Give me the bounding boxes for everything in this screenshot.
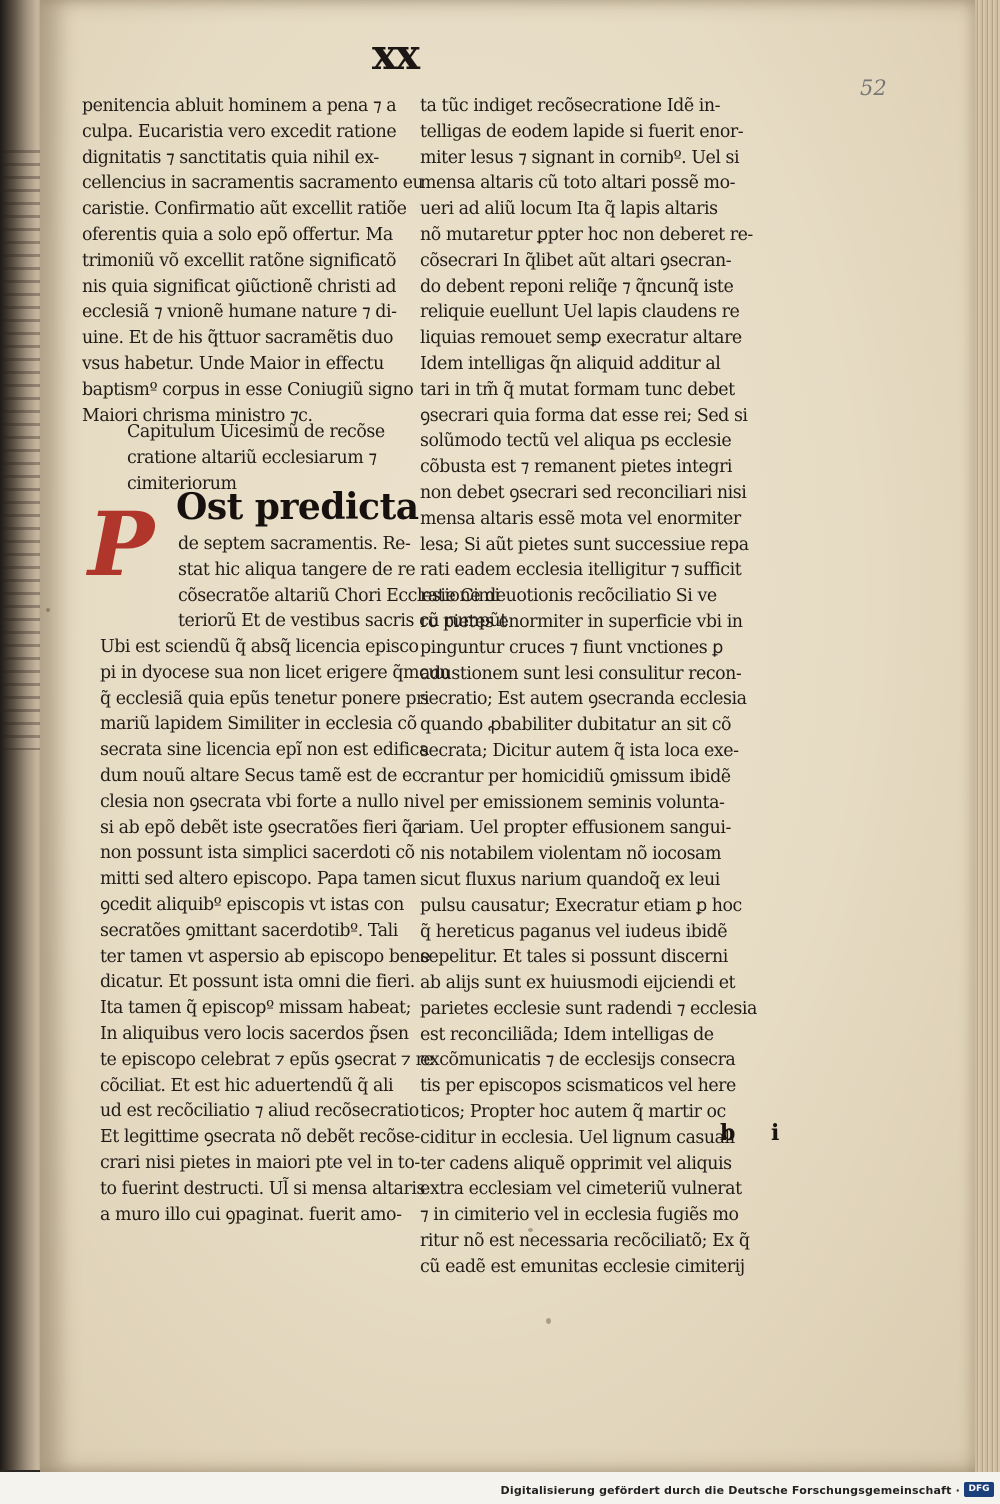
- text-line: ab alijs sunt ex huiusmodi eijciendi et: [420, 973, 736, 994]
- text-line: q̃ hereticus paganus vel iudeus ibidẽ: [420, 921, 728, 942]
- text-line: ueri ad aliũ locum Ita q̃ lapis altaris: [420, 199, 718, 220]
- text-line: cũ eadẽ est emunitas ecclesie cimiterij: [420, 1256, 745, 1277]
- left-column-bottom: [100, 635, 450, 1228]
- text-line: ꝯsecrari quia forma dat esse rei; Sed si: [420, 405, 748, 426]
- text-line: trimoniũ võ excellit ratõne significatõ: [82, 250, 397, 271]
- text-line: ꝯcedit aliquibº episcopis vt istas con: [100, 894, 404, 915]
- text-line: In aliquibus vero locis sacerdos p̃sen: [100, 1023, 409, 1044]
- text-line: ro pietes enormiter in superficie vbi in: [420, 611, 743, 632]
- dfg-logo: DFG: [964, 1482, 994, 1497]
- text-line: caristie. Confirmatio aũt excellit ratiõe: [82, 199, 407, 220]
- text-line: uine. Et de his q̃ttuor sacramẽtis duo: [82, 328, 393, 349]
- text-line: excõmunicatis ⁊ de ecclesijs consecra: [420, 1050, 736, 1071]
- text-line: crantur per homicidiũ ꝯmissum ibidẽ: [420, 766, 731, 787]
- text-line: cõciliat. Et est hic aduertendũ q̃ ali: [100, 1075, 394, 1096]
- ink-speck: [46, 608, 50, 612]
- text-line: extra ecclesiam vel cimeteriũ vulnerat: [420, 1179, 742, 1200]
- folio-number: xx: [372, 30, 419, 79]
- text-line: dignitatis ⁊ sanctitatis quia nihil ex-: [82, 147, 379, 168]
- text-line: secrata; Dicitur autem q̃ ista loca exe-: [420, 740, 739, 761]
- text-line: ratione deuotionis recõciliatio Si ve: [420, 586, 717, 607]
- text-line: solũmodo tectũ vel aliqua ps ecclesie: [420, 431, 732, 452]
- text-line: pi in dyocese sua non licet erigere q̃mcun: [100, 662, 450, 683]
- text-line: ecclesiã ⁊ vnionẽ humane nature ⁊ di-: [82, 302, 397, 323]
- text-line: lesa; Si aũt pietes sunt successiue repa: [420, 534, 749, 555]
- left-column-top: [82, 94, 424, 429]
- text-line: ter tamen vt aspersio ab episcopo bene: [100, 946, 430, 967]
- text-line: Et legittime ꝯsecrata nõ debẽt recõse-: [100, 1127, 420, 1148]
- text-line: telligas de eodem lapide si fuerit enor-: [420, 121, 744, 142]
- text-line: te episcopo celebrat ⁊ epũs ꝯsecrat ⁊ re: [100, 1049, 434, 1070]
- text-line: oferentis quia a solo epõ offertur. Ma: [82, 224, 393, 245]
- text-line: do debent reponi reliq̃e ⁊ q̃ncunq̃ iste: [420, 276, 734, 297]
- text-line: ritur nõ est necessaria recõciliatõ; Ex q̃: [420, 1231, 750, 1252]
- ink-speck: [528, 1228, 533, 1232]
- text-line: ticos; Propter hoc autem q̃ martir oc: [420, 1102, 726, 1123]
- text-line: culpa. Eucaristia vero excedit ratione: [82, 121, 397, 142]
- text-line: ⁊ in cimiterio vel in ecclesia fugiẽs mo: [420, 1205, 739, 1226]
- text-line: q̃ ecclesiã quia epũs tenetur ponere pri: [100, 688, 430, 709]
- text-line: cõsecrari In q̃libet aũt altari ꝯsecran-: [420, 250, 732, 271]
- text-line: liquias remouet semꝑ execratur altare: [420, 328, 742, 349]
- footer-credit: Digitalisierung gefördert durch die Deutsche Forschungsgemeinschaft ·: [500, 1484, 960, 1497]
- text-line: pulsu causatur; Execratur etiam ꝑ hoc: [420, 895, 742, 916]
- text-line: Idem intelligas q̃n aliquid additur al: [420, 353, 721, 374]
- text-line: ud est recõciliatio ⁊ aliud recõsecratio: [100, 1101, 419, 1122]
- text-line: reliquie euellunt Uel lapis claudens re: [420, 302, 740, 323]
- heading-line: cimiteriorum: [127, 473, 237, 494]
- text-line: de septem sacramentis. Re-: [178, 534, 411, 554]
- heading-line: Capitulum Uicesimũ de recõse: [127, 422, 385, 442]
- text-line: Ita tamen q̃ episcopº missam habeat;: [100, 998, 411, 1019]
- text-line: dicatur. Et possunt ista omni die fieri.: [100, 972, 415, 993]
- text-line: teriorũ Et de vestibus sacris cũ rumpũt: [178, 611, 507, 632]
- pencil-page-number: 52: [860, 76, 887, 100]
- book-edge: [0, 0, 44, 1470]
- text-line: parietes ecclesie sunt radendi ⁊ ecclesia: [420, 998, 757, 1019]
- text-line: penitencia abluit hominem a pena ⁊ a: [82, 96, 397, 116]
- text-line: est reconciliãda; Idem intelligas de: [420, 1024, 714, 1045]
- left-column-indented: [178, 532, 507, 635]
- text-line: baptismº corpus in esse Coniugiũ signo: [82, 379, 414, 400]
- text-line: non possunt ista simplici sacerdoti cõ: [100, 843, 415, 864]
- text-line: sepelitur. Et tales si possunt discerni: [420, 947, 728, 968]
- text-line: Ubi est sciendũ q̃ absq̃ licencia episco: [100, 637, 419, 657]
- text-line: cellencius in sacramentis sacramento eu: [82, 173, 424, 194]
- text-line: cõsecratõe altariũ Chori Ecclesie Cimi: [178, 585, 500, 606]
- text-line: tis per episcopos scismaticos vel here: [420, 1076, 736, 1097]
- text-line: vel per emissionem seminis volunta-: [420, 792, 725, 813]
- text-line: crari nisi pietes in maiori pte vel in to-: [100, 1152, 420, 1173]
- red-initial-letter: P: [88, 492, 155, 596]
- text-line: Maiori chrisma ministro ⁊c.: [82, 405, 313, 426]
- text-line: stat hic aliqua tangere de re: [178, 559, 416, 580]
- text-line: pinguntur cruces ⁊ fiunt vnctiones ꝑ: [420, 637, 723, 658]
- heading-line: cratione altariũ ecclesiarum ⁊: [127, 447, 377, 468]
- text-line: secratões ꝯmittant sacerdotibº. Tali: [100, 920, 398, 941]
- text-line: miter lesus ⁊ signant in cornibº. Uel si: [420, 147, 740, 168]
- initial-word: Ost predicta: [176, 486, 419, 528]
- text-line: mensa altaris essẽ mota vel enormiter: [420, 508, 741, 529]
- text-line: riam. Uel propter effusionem sangui-: [420, 818, 731, 839]
- text-line: to fuerint destructi. Ul̃ si mensa altaris: [100, 1178, 425, 1199]
- text-line: secratio; Est autem ꝯsecranda ecclesia: [420, 689, 747, 710]
- text-line: ter cadens aliquẽ opprimit vel aliquis: [420, 1153, 732, 1174]
- text-line: mariũ lapidem Similiter in ecclesia cõ: [100, 714, 417, 735]
- text-line: nis quia significat ꝯiũctionẽ christi ad: [82, 276, 397, 297]
- text-line: sicut fluxus narium quandoq̃ ex leui: [420, 869, 720, 890]
- ink-speck: [546, 1318, 551, 1324]
- text-line: ciditur in ecclesia. Uel lignum casuali: [420, 1127, 735, 1148]
- text-line: adustionem sunt lesi consulitur recon-: [420, 663, 742, 684]
- text-line: mensa altaris cũ toto altari possẽ mo-: [420, 173, 736, 194]
- text-line: secrata sine licencia epĩ non est edifica: [100, 740, 429, 761]
- signature-mark: b i: [720, 1120, 794, 1146]
- text-line: a muro illo cui ꝯpaginat. fuerit amo-: [100, 1204, 402, 1225]
- text-line: rati eadem ecclesia itelligitur ⁊ sufficit: [420, 560, 742, 581]
- text-line: non debet ꝯsecrari sed reconciliari nisi: [420, 482, 747, 503]
- page-stack-edge: [975, 0, 1000, 1472]
- text-line: clesia non ꝯsecrata vbi forte a nullo ni: [100, 791, 420, 812]
- right-column: [420, 94, 766, 1281]
- text-line: tari in tm̃ q̃ mutat formam tunc debet: [420, 379, 735, 400]
- text-line: dum nouũ altare Secus tamẽ est de ec: [100, 765, 422, 786]
- text-line: nis notabilem violentam nõ iocosam: [420, 844, 722, 865]
- text-line: nõ mutaretur ꝑpter hoc non deberet re-: [420, 224, 753, 245]
- text-line: quando ꝓbabiliter dubitatur an sit cõ: [420, 715, 732, 736]
- text-line: si ab epõ debẽt iste ꝯsecratões fieri q̃a: [100, 817, 423, 838]
- text-line: cõbusta est ⁊ remanent pietes integri: [420, 457, 733, 478]
- adjacent-page-text: [2, 150, 40, 750]
- text-line: ta tũc indiget recõsecratione Idẽ in-: [420, 96, 721, 116]
- text-line: vsus habetur. Unde Maior in effectu: [82, 353, 384, 374]
- text-line: mitti sed altero episcopo. Papa tamen: [100, 869, 416, 890]
